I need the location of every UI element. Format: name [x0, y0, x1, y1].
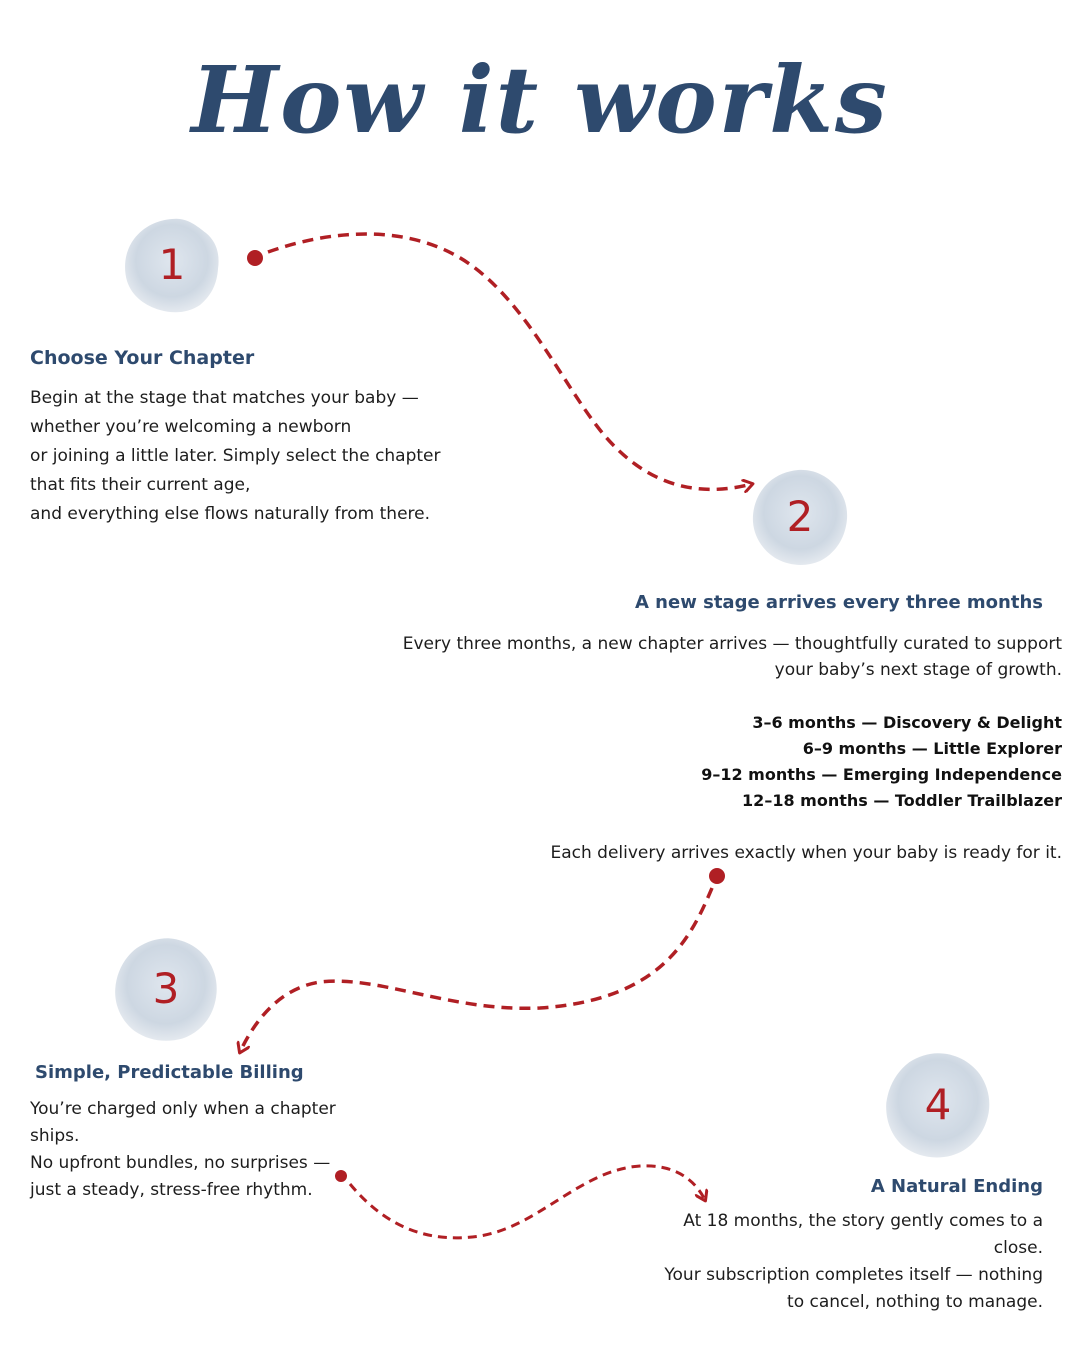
step-4-description: [664, 1208, 1043, 1316]
stage-item: 3–6 months — Discovery & Delight: [752, 713, 1062, 732]
connector-start-dot: [709, 868, 725, 884]
description-line: close.: [993, 1238, 1043, 1258]
step-1-description: [30, 384, 441, 529]
stage-item: 12–18 months — Toddler Trailblazer: [742, 791, 1062, 810]
step-3-heading: Simple, Predictable Billing: [35, 1062, 304, 1083]
stage-item: 6–9 months — Little Explorer: [802, 739, 1062, 758]
step-3-badge: [112, 935, 220, 1043]
description-line: You’re charged only when a chapter: [30, 1099, 336, 1119]
description-line: whether you’re welcoming a newborn: [30, 417, 352, 437]
step-2-heading: A new stage arrives every three months: [634, 592, 1043, 613]
step-2-badge: [750, 467, 850, 567]
description-line: or joining a little later. Simply select the chapter: [30, 446, 441, 466]
description-line: No upfront bundles, no surprises —: [30, 1153, 331, 1173]
description-line: just a steady, stress-free rhythm.: [30, 1180, 313, 1200]
page-title: How it works: [191, 46, 889, 154]
stage-item: 9–12 months — Emerging Independence: [701, 765, 1062, 784]
dashed-arrow-path: [350, 1166, 705, 1238]
step-2-description: [403, 631, 1062, 683]
description-line: At 18 months, the story gently comes to a: [683, 1211, 1043, 1231]
step-3-description: [30, 1096, 336, 1204]
description-line: to cancel, nothing to manage.: [787, 1292, 1043, 1312]
step-number: 1: [158, 240, 186, 289]
stage-list: [701, 710, 1062, 814]
description-line: your baby’s next stage of growth.: [774, 660, 1062, 680]
connector-start-dot: [247, 250, 263, 266]
step-1-heading: Choose Your Chapter: [30, 347, 255, 369]
dashed-arrow-path: [240, 888, 712, 1052]
description-line: Begin at the stage that matches your baby —: [30, 388, 419, 408]
step-4-heading: A Natural Ending: [870, 1176, 1043, 1197]
description-line: Each delivery arrives exactly when your baby is ready for it.: [550, 843, 1062, 863]
step-number: 3: [152, 964, 180, 1013]
description-line: and everything else flows naturally from there.: [30, 504, 431, 524]
description-line: that fits their current age,: [30, 475, 251, 495]
step-2-footer: [550, 840, 1062, 866]
connector-2-to-3: [240, 868, 725, 1052]
step-number: 4: [924, 1080, 952, 1129]
connector-3-to-4: [335, 1166, 705, 1238]
description-line: ships.: [30, 1126, 80, 1146]
step-1-badge: [122, 215, 222, 315]
connector-start-dot: [335, 1170, 347, 1182]
step-4-badge: [883, 1050, 993, 1160]
step-number: 2: [786, 492, 814, 541]
description-line: Every three months, a new chapter arrives — thoughtfully curated to support: [402, 634, 1062, 654]
description-line: Your subscription completes itself — nothing: [664, 1265, 1043, 1285]
